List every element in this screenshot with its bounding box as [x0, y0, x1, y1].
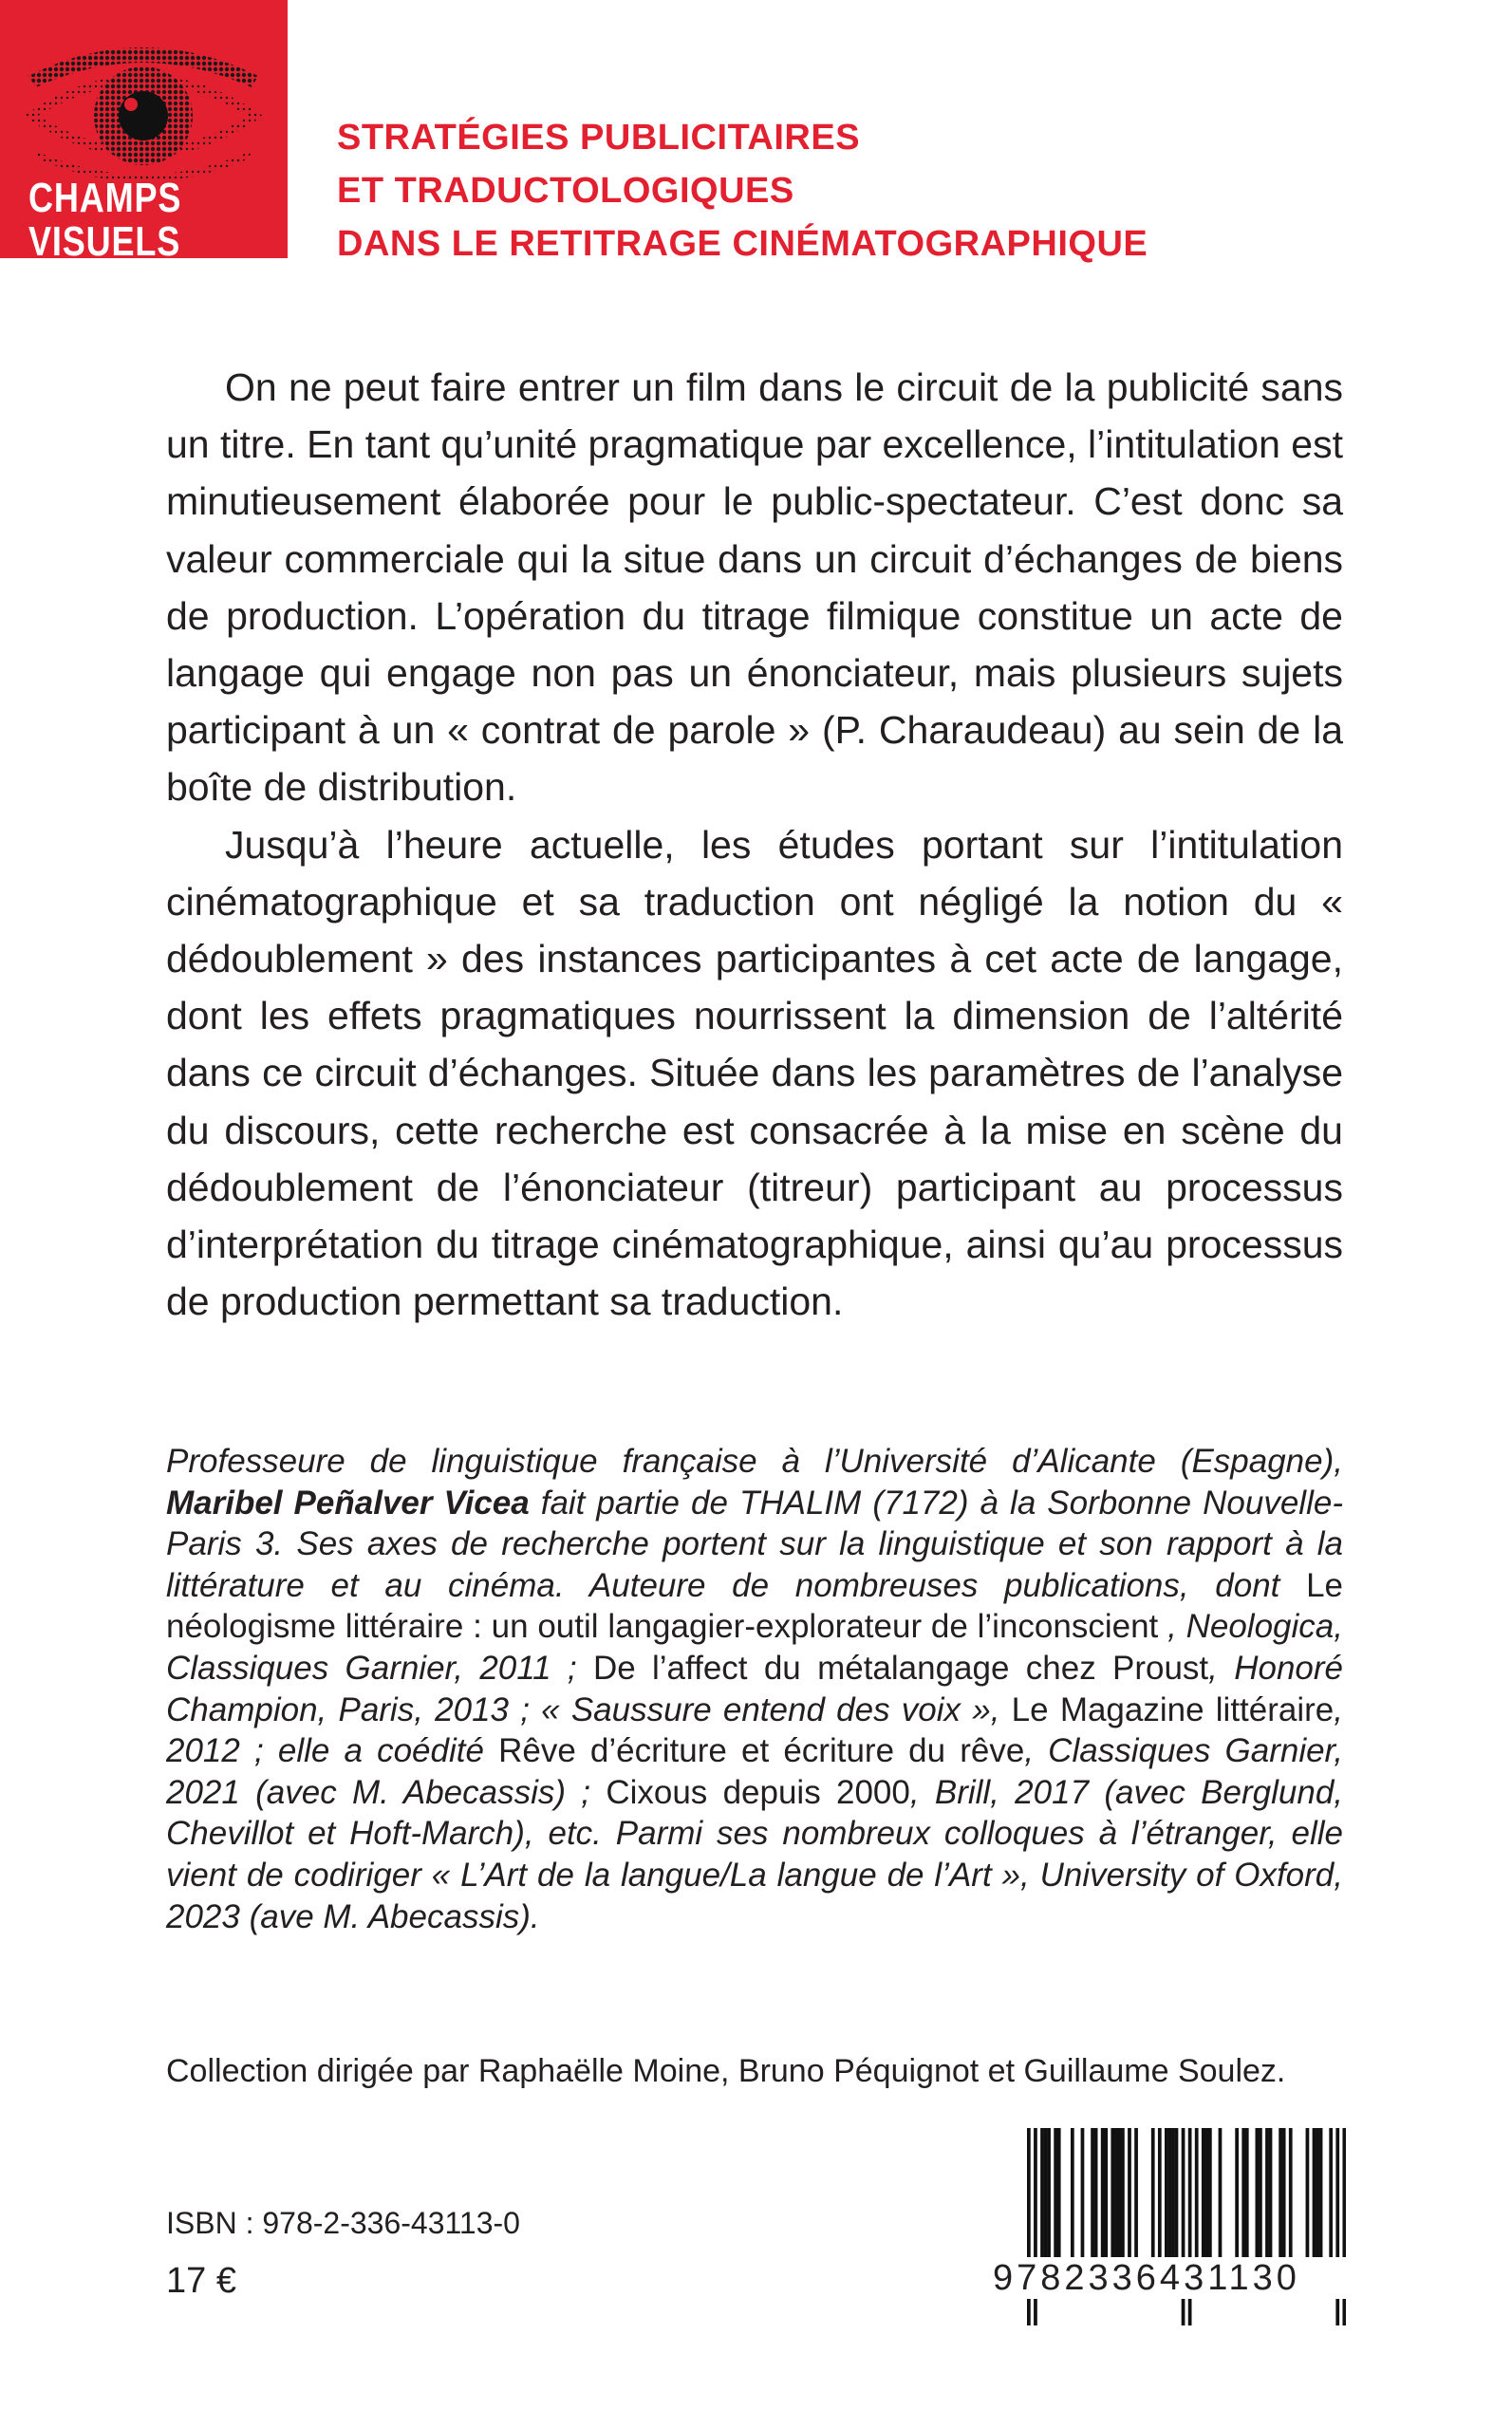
barcode-bar — [1319, 2128, 1323, 2261]
bio-segment: Professeure de linguistique française à l’Université d’Alicante (Espagne), — [166, 1443, 1343, 1480]
barcode-bar — [1094, 2128, 1098, 2261]
barcode-bar — [1047, 2128, 1051, 2261]
collection-logo — [0, 0, 288, 258]
work-title: Le néologisme littéraire : un outil langagier-explorateur de l’inconscient — [166, 1566, 1343, 1646]
barcode-bar — [1091, 2128, 1094, 2261]
barcode-bar — [1121, 2128, 1125, 2261]
blurb-paragraph-1: On ne peut faire entrer un film dans le circuit de la publicité sans un titre. En tant qu’unité pragmatique par excellence, l’intitulation est minutieusement élaborée pour le public-spectateur. C’est donc sa valeur commerciale qui la situe dans un circuit d’échanges de biens de production. L’opération du titrage filmique constitue un acte de langage qui engage non pas un énonciateur, mais plusieurs sujets participant à un « contrat de parole » (P. Charaudeau) au sein de la boîte de distribution. — [166, 365, 1343, 810]
work-title: De l’affect du métalangage chez Proust — [592, 1649, 1209, 1687]
barcode-bar — [1158, 2128, 1162, 2261]
barcode-bar — [1071, 2128, 1074, 2261]
work-title: Le Magazine littéraire — [1011, 1690, 1335, 1728]
barcode-digits: 9782336431130 — [993, 2257, 1350, 2299]
barcode-bar — [1259, 2128, 1262, 2261]
title-line-1: STRATÉGIES PUBLICITAIRES — [337, 118, 861, 158]
collection-directors: Collection dirigée par Raphaëlle Moine, Bruno Péquignot et Guillaume Soulez. — [166, 2053, 1286, 2089]
barcode-bar — [1040, 2128, 1044, 2261]
barcode-bar — [1054, 2128, 1057, 2261]
barcode-bar — [1057, 2128, 1061, 2261]
barcode-bar — [1256, 2128, 1260, 2261]
barcode-bar — [1044, 2128, 1048, 2261]
logo-line-2: VISUELS — [28, 218, 181, 258]
barcode-bar — [1168, 2128, 1172, 2261]
isbn: ISBN : 978-2-336-43113-0 — [166, 2206, 520, 2240]
work-title: Cixous depuis 2000 — [606, 1773, 910, 1811]
barcode-bar — [1101, 2128, 1105, 2261]
barcode-bar — [1269, 2128, 1273, 2261]
collection-logo-text — [28, 177, 231, 258]
barcode-bar — [1235, 2128, 1239, 2261]
barcode-bar — [1111, 2128, 1114, 2261]
barcode-bar — [1114, 2128, 1118, 2261]
title-line-2: ET TRADUCTOLOGIQUES — [337, 171, 794, 211]
author-name: Maribel Peñalver Vicea — [166, 1484, 530, 1522]
barcode-bar — [1279, 2128, 1282, 2261]
author-bio — [166, 1441, 1343, 1937]
barcode-bar — [1282, 2128, 1286, 2261]
barcode-bar — [1195, 2128, 1199, 2261]
barcode-bar — [1289, 2128, 1293, 2261]
barcode-bar — [1204, 2128, 1208, 2261]
bio-segment: , Classiques Garnier, 2021 (avec M. Abecassis) ; — [166, 1732, 1344, 1811]
barcode-bar — [1151, 2128, 1155, 2261]
barcode-bar — [1245, 2128, 1249, 2261]
barcode-bar — [1165, 2128, 1168, 2261]
barcode-bar — [1329, 2128, 1333, 2261]
work-title: Rêve d’écriture et écriture du rêve — [498, 1732, 1025, 1770]
bio-segment: , Honoré Champion, Paris, 2013 ; « Saussure entend des voix », — [166, 1649, 1344, 1728]
book-blurb — [166, 359, 1343, 1330]
bio-segment: , Neologica, Classiques Garnier, 2011 ; — [166, 1608, 1343, 1687]
barcode-bar — [1208, 2128, 1212, 2261]
author-bio-text — [166, 1441, 1343, 1937]
barcode-bar — [1104, 2128, 1108, 2261]
eye-icon — [19, 38, 268, 182]
barcode-bar — [1241, 2128, 1245, 2261]
barcode-bar — [1219, 2128, 1223, 2261]
barcode-bar — [1134, 2128, 1138, 2261]
barcode-bar — [1171, 2128, 1175, 2261]
blurb-paragraph-2: Jusqu’à l’heure actuelle, les études portant sur l’intitulation cinématographique et sa traduction ont négligé la notion du « dédoublement » des instances participantes à cet acte de langage, dont les effets pragmatiques nourrissent la dimension de l’altérité dans ce circuit d’échanges. Située dans les paramètres de l’analyse du discours, cette recherche est consacrée à la mise en scène du dédoublement de l’énonciateur (titreur) participant au processus d’interprétation du titrage cinématographique, ainsi qu’au processus de production permettant sa traduction. — [166, 822, 1343, 1324]
barcode-bar — [1202, 2128, 1205, 2261]
barcode-bar — [1081, 2128, 1085, 2261]
barcode-bar — [1117, 2128, 1121, 2261]
bio-segment: fait partie de THALIM (7172) à la Sorbonne Nouvelle-Paris 3. Ses axes de recherche portent sur la linguistique et son rapport à la littérature et au cinéma. Auteure de nombreuses publications, dont — [166, 1484, 1343, 1604]
barcode-bar — [1265, 2128, 1269, 2261]
bio-segment: , Brill, 2017 (avec Berglund, Chevillot et Hoft-March), etc. Parmi ses nombreux colloques à l’étranger, elle vient de codiriger « L’Art de la langue/La langue de l’Art », University of Oxford, 2023 (ave M. Abecassis). — [166, 1773, 1344, 1935]
barcode-bar — [1175, 2128, 1179, 2261]
barcode-bar — [1316, 2128, 1319, 2261]
barcode-bar — [1306, 2128, 1310, 2261]
barcode-bar — [1128, 2128, 1131, 2261]
barcode-bar — [1313, 2128, 1316, 2261]
bio-segment: , 2012 ; elle a coédité — [166, 1690, 1343, 1770]
price: 17 € — [166, 2261, 236, 2301]
title-line-3: DANS LE RETITRAGE CINÉMATOGRAPHIQUE — [337, 224, 1148, 264]
book-title — [337, 111, 1476, 271]
logo-line-1: CHAMPS — [28, 175, 182, 221]
